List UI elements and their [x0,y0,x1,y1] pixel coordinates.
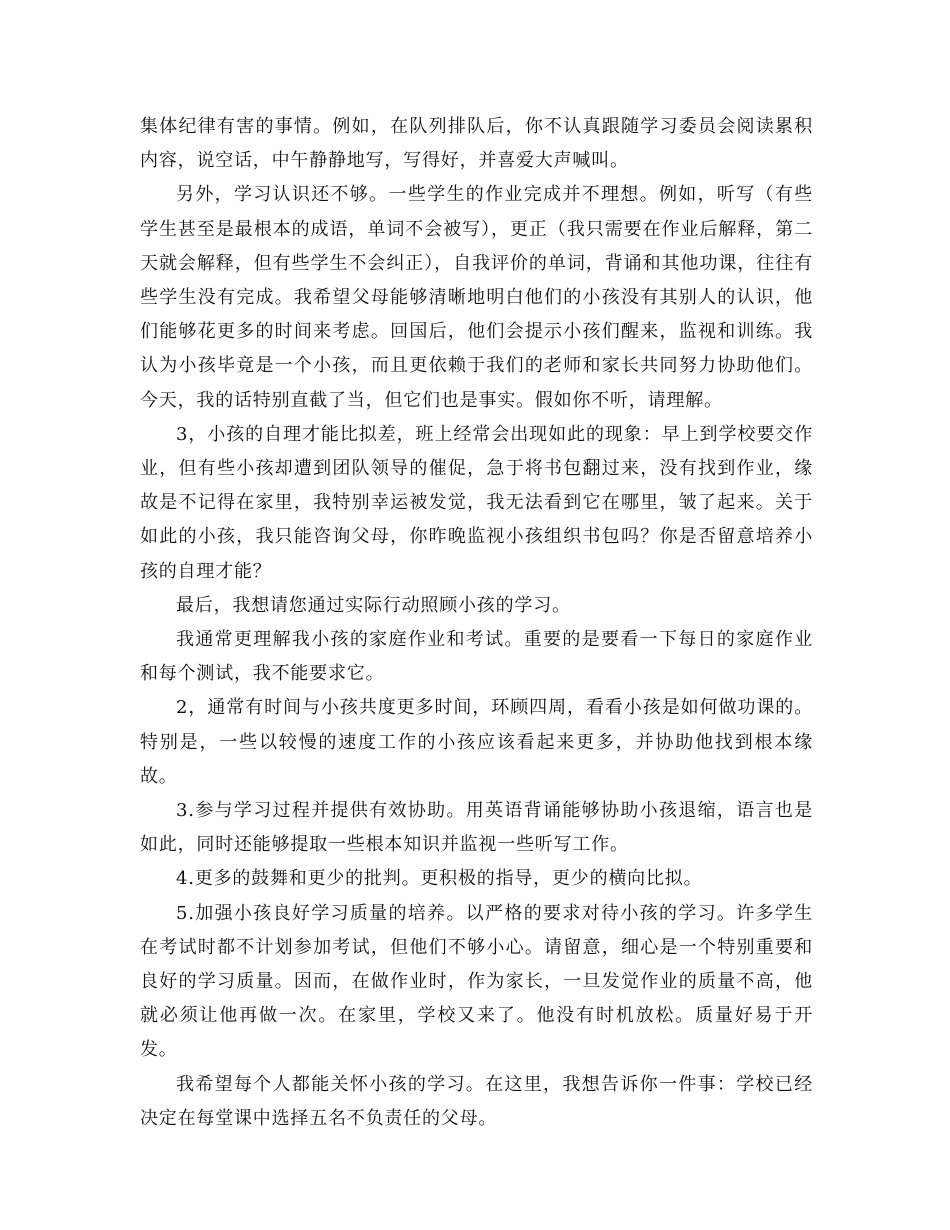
paragraph-1: 集体纪律有害的事情。例如，在队列排队后，你不认真跟随学习委员会阅读累积内容，说空话，中午静静地写，写得好，并喜爱大声喊叫。 [140,116,813,172]
paragraph-9: 5.加强小孩良好学习质量的培养。以严格的要求对待小孩的学习。许多学生在考试时都不计划参加考试，但他们不够小心。请留意，细心是一个特别重要和良好的学习质量。因而，在做作业时，作为家长，一旦发觉作业的质量不高，他就必须让他再做一次。在家里，学校又来了。他没有时机放松。质量好易于开发。 [140,902,813,1061]
paragraph-10: 我希望每个人都能关怀小孩的学习。在这里，我想告诉你一件事：学校已经决定在每堂课中选择五名不负责任的父母。 [140,1073,813,1129]
paragraph-8: 4.更多的鼓舞和更少的批判。更积极的指导，更少的横向比拟。 [176,868,703,890]
paragraph-7: 3.参与学习过程并提供有效协助。用英语背诵能够协助小孩退缩，语言也是如此，同时还能够提取一些根本知识并监视一些听写工作。 [140,800,813,856]
paragraph-6: 2，通常有时间与小孩共度更多时间，环顾四周，看看小孩是如何做功课的。特别是，一些以较慢的速度工作的小孩应该看起来更多，并协助他找到根本缘故。 [140,697,813,787]
paragraph-3: 3，小孩的自理才能比拟差，班上经常会出现如此的现象：早上到学校要交作业，但有些小孩却遭到团队领导的催促，急于将书包翻过来，没有找到作业，缘故是不记得在家里，我特别幸运被发觉，我无法看到它在哪里，皱了起来。关于如此的小孩，我只能咨询父母，你昨晚监视小孩组织书包吗？你是否留意培养小孩的自理才能？ [140,423,813,582]
document-page [140,110,813,1136]
paragraph-5: 我通常更理解我小孩的家庭作业和考试。重要的是要看一下每日的家庭作业和每个测试，我不能要求它。 [140,629,813,685]
paragraph-4: 最后，我想请您通过实际行动照顾小孩的学习。 [176,594,571,616]
paragraph-2: 另外，学习认识还不够。一些学生的作业完成并不理想。例如，听写（有些学生甚至是最根本的成语，单词不会被写），更正（我只需要在作业后解释，第二天就会解释，但有些学生不会纠正），自我评价的单词，背诵和其他功课，往往有些学生没有完成。我希望父母能够清晰地明白他们的小孩没有其别人的认识，他们能够花更多的时间来考虑。回国后，他们会提示小孩们醒来，监视和训练。我认为小孩毕竟是一个小孩，而且更依赖于我们的老师和家长共同努力协助他们。今天，我的话特别直截了当，但它们也是事实。假如你不听，请理解。 [140,184,813,411]
